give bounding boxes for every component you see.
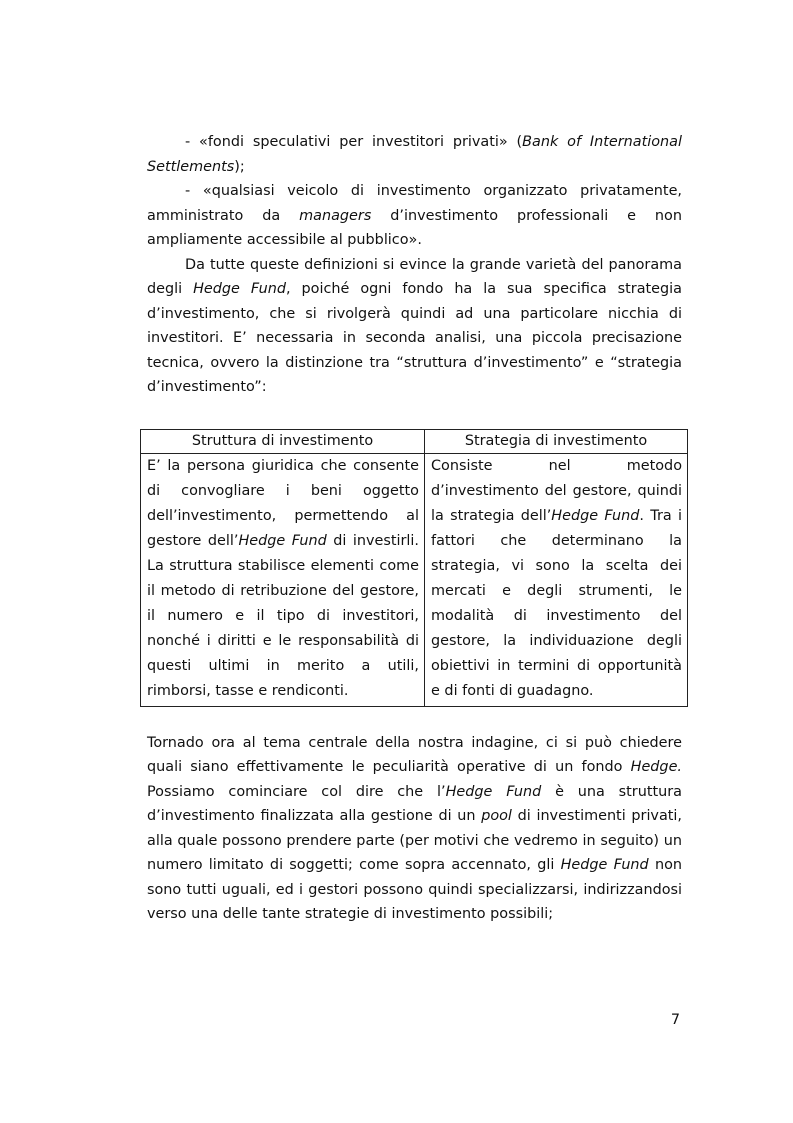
italic-run: Hedge Fund	[551, 507, 640, 524]
table-cell-struttura	[141, 453, 425, 706]
comparison-table	[140, 429, 688, 707]
text-run: non sono tutti uguali, ed i gestori possono quindi specializzarsi, indirizzandosi verso una delle tante strategie di investimento possibili;	[147, 857, 682, 922]
italic-run: Hedge Fund	[445, 783, 542, 800]
text-run: );	[234, 158, 245, 175]
text-run: è una struttura d’investimento finalizzata alla gestione di un	[147, 783, 682, 824]
italic-run: Hedge.	[630, 759, 682, 775]
table-header-row	[141, 429, 688, 453]
text-run: E’ la persona giuridica che consente di convogliare i beni oggetto dell’investimento, permettendo al gestore dell’	[147, 457, 419, 549]
text-run: Consiste nel metodo d’investimento del gestore, quindi la strategia dell’	[431, 457, 682, 524]
italic-run: Hedge Fund	[193, 281, 286, 297]
text-run: , poiché ogni fondo ha la sua specifica strategia d’investimento, che si rivolgerà quindi ad una particolare nicchia di investitori. E’ necessaria in seconda analisi, una piccola precisazione tecnica, ovvero la distinzione tra “struttura d’investimento” e “strategia d’investimento”:	[147, 281, 682, 395]
document-page	[147, 130, 682, 927]
italic-run: pool	[481, 808, 512, 824]
table-header-struttura: Struttura di investimento	[141, 429, 425, 453]
text-run: - «fondi speculativi per investitori privati» (	[185, 134, 523, 150]
italic-run: Bank of International Settlements	[147, 134, 682, 175]
text-run: . Tra i fattori che determinano la strategia, vi sono la scelta dei mercati e degli strumenti, le modalità di investimento del gestore, la individuazione degli obiettivi in termini di opportunità e di fonti di guadagno.	[431, 507, 682, 699]
text-run: Tornado ora al tema centrale della nostra indagine, ci si può chiedere quali siano effettivamente le peculiarità operative di un fondo	[147, 734, 682, 775]
paragraph-variety	[147, 253, 682, 400]
table-header-strategia: Strategia di investimento	[425, 429, 688, 453]
text-run: di investimenti privati, alla quale possono prendere parte (per motivi che vedremo in seguito) un numero limitato di soggetti; come sopra accennato, gli	[147, 808, 682, 873]
text-run: - «qualsiasi veicolo di investimento organizzato privatamente, amministrato da	[147, 183, 682, 224]
table-cell-strategia	[425, 453, 688, 706]
table-row	[141, 453, 688, 706]
page-number: 7	[670, 1012, 680, 1028]
paragraph-hedge-structure	[147, 731, 682, 927]
text-run: Possiamo cominciare col dire che l’	[147, 783, 446, 800]
italic-run: Hedge Fund	[560, 857, 649, 873]
text-run: Da tutte queste definizioni si evince la grande varietà del panorama degli	[147, 256, 682, 297]
paragraph-second-definition	[147, 179, 682, 253]
italic-run: managers	[299, 207, 372, 224]
italic-run: Hedge Fund	[238, 532, 327, 549]
text-run: d’investimento professionali e non ampliamente accessibile al pubblico».	[147, 207, 682, 248]
paragraph-bis-definition	[147, 130, 682, 179]
text-run: di investirli. La struttura stabilisce elementi come il metodo di retribuzione del gestore, il numero e il tipo di investitori, nonché i diritti e le responsabilità di questi ultimi in merito a utili, rimborsi, tasse e rendiconti.	[147, 532, 419, 699]
